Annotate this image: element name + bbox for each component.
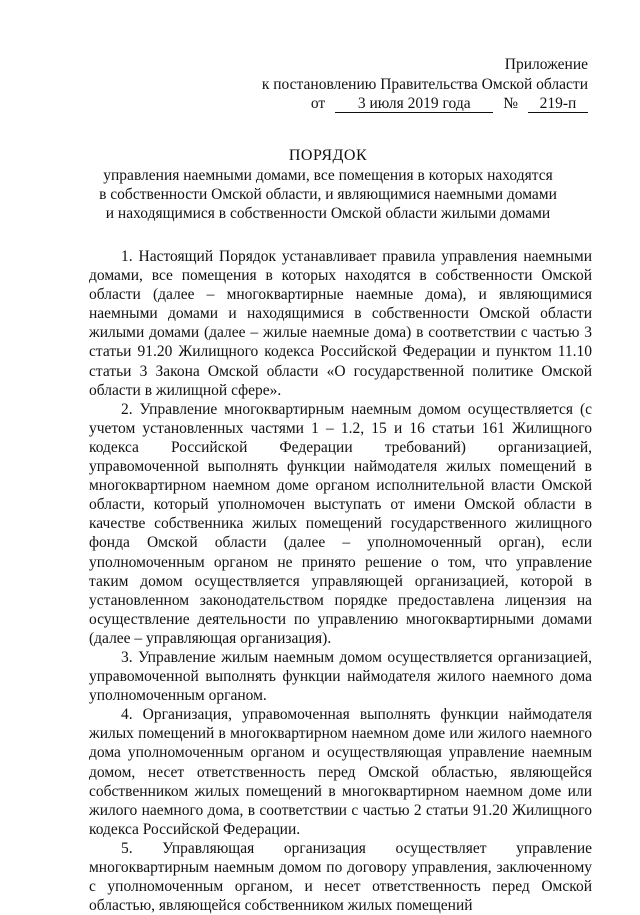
document-subtitle [88, 166, 568, 223]
paragraph-4: 4. Организация, управомоченная выполнять функции наймодателя жилых помещений в многоквартирном наемном доме или жилого наемного дома уполномоченным органом и осуществляющая управление наемным домом, несет ответственность перед Омской областью, являющейся собственником жилых помещений в многоквартирном наемном доме или жилого наемного дома, в соответствии с частью 2 статьи 91.20 Жилищного кодекса Российской Федерации. [89, 706, 592, 838]
document-title: ПОРЯДОК [288, 147, 368, 164]
paragraph-3: 3. Управление жилым наемным домом осуществляется организацией, управомоченной выполнять функции наймодателя жилого наемного дома уполномоченным органом. [89, 648, 592, 705]
subtitle-line: и находящимися в собственности Омской области жилыми домами [105, 205, 551, 222]
appendix-header [262, 55, 588, 114]
from-label: от [310, 95, 326, 112]
paragraph-1: 1. Настоящий Порядок устанавливает правила управления наемными домами, все помещения в которых находятся в собственности Омской области (далее – многоквартирные наемные дома), и являющимися наемными домами и находящимися в собственности Омской области жилыми домами (далее – жилые наемные дома) в соответствии с частью 3 статьи 91.20 Жилищного кодекса Российской Федерации и пунктом 11.10 статьи 3 Закона Омской области «О государственной политике Омской области в жилищной сфере». [89, 248, 592, 399]
subtitle-line: в собственности Омской области, и являющимися наемными домами [99, 186, 557, 203]
paragraph-2: 2. Управление многоквартирным наемным домом осуществляется (с учетом установленных частями 1 – 1.2, 15 и 16 статьи 161 Жилищного кодекса Российской Федерации требований) организацией, управомоченной выполнять функции наймодателя жилых помещений в многоквартирном наемном доме органом исполнительной власти Омской области, который уполномочен выступать от имени Омской области в качестве собственника жилых помещений государственного жилищного фонда Омской области (далее – уполномоченный орган), если уполномоченным органом не принято решение о том, что управление таким домом осуществляется управляющей организацией, которой в установленном законодательством порядке предоставлена лицензия на осуществление деятельности по управлению многоквартирными домами (далее – управляющая организация). [89, 400, 592, 647]
document-body [89, 247, 592, 915]
resolution-date-number [262, 94, 588, 114]
resolution-reference: к постановлению Правительства Омской области [261, 75, 588, 93]
subtitle-line: управления наемными домами, все помещения в которых находятся [103, 167, 553, 184]
resolution-date: 3 июля 2019 года [335, 96, 493, 113]
appendix-label: Приложение [504, 56, 588, 73]
resolution-number: 219-п [528, 96, 588, 113]
document-heading [88, 146, 568, 223]
number-label: № [503, 95, 518, 112]
paragraph-5: 5. Управляющая организация осуществляет управление многоквартирным наемным домом по договору управления, заключенному с уполномоченным органом, и несет ответственность перед Омской областью, являющейся собственником жилых помещений [89, 839, 592, 915]
